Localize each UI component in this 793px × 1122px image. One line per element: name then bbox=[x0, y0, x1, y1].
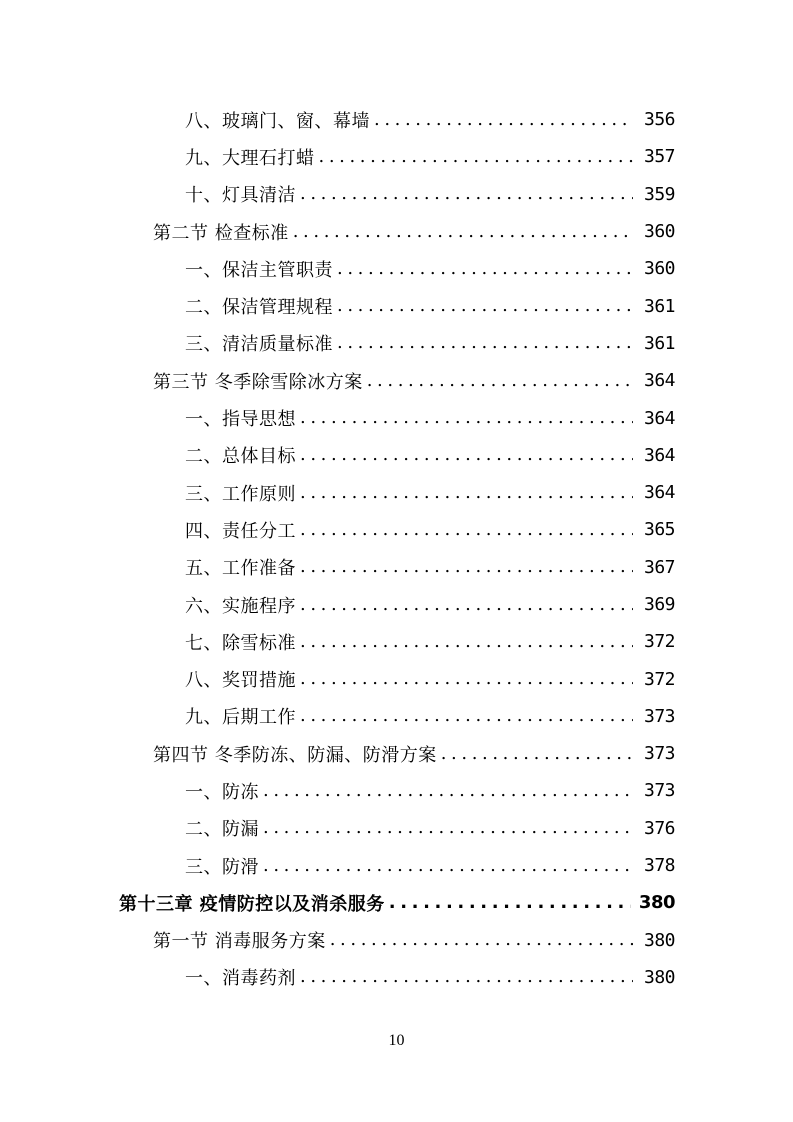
toc-entry-item[interactable] bbox=[0, 176, 793, 213]
toc-entry-title: 第三节 冬季除雪除冰方案 bbox=[153, 371, 363, 393]
toc-entry-item[interactable] bbox=[0, 101, 793, 138]
toc-entry-title: 一、保洁主管职责 bbox=[185, 259, 333, 281]
toc-entry-page: 369 bbox=[643, 594, 675, 615]
toc-entry-section[interactable] bbox=[0, 922, 793, 959]
toc-entry-page: 361 bbox=[643, 332, 675, 354]
toc-leader-dots bbox=[263, 857, 633, 875]
toc-entry-page: 357 bbox=[643, 146, 675, 168]
toc-entry-title: 八、玻璃门、窗、幕墙 bbox=[185, 110, 370, 132]
toc-entry-title: 二、防漏 bbox=[185, 819, 259, 841]
toc-leader-dots bbox=[337, 334, 633, 352]
toc-leader-dots bbox=[337, 260, 633, 278]
toc-entry-item[interactable] bbox=[0, 474, 793, 511]
toc-leader-dots bbox=[263, 819, 633, 837]
toc-entry-section[interactable] bbox=[0, 735, 793, 772]
toc-entry-page: 372 bbox=[643, 631, 675, 653]
toc-entry-page: 364 bbox=[643, 370, 675, 392]
toc-leader-dots bbox=[263, 782, 633, 800]
toc-entry-item[interactable] bbox=[0, 698, 793, 735]
toc-entry-item[interactable] bbox=[0, 250, 793, 287]
toc-entry-item[interactable] bbox=[0, 287, 793, 324]
toc-leader-dots bbox=[293, 223, 633, 241]
toc-entry-page: 360 bbox=[643, 258, 675, 280]
toc-entry-title: 一、防冻 bbox=[185, 781, 259, 803]
toc-entry-title: 第二节 检查标准 bbox=[153, 222, 289, 244]
toc-entry-item[interactable] bbox=[0, 511, 793, 548]
table-of-contents bbox=[0, 101, 793, 996]
toc-entry-page: 380 bbox=[643, 929, 675, 951]
toc-leader-dots bbox=[300, 633, 633, 651]
toc-entry-item[interactable] bbox=[0, 399, 793, 436]
toc-entry-page: 364 bbox=[643, 407, 675, 429]
toc-leader-dots bbox=[330, 931, 633, 949]
toc-leader-dots bbox=[300, 968, 633, 986]
toc-entry-item[interactable] bbox=[0, 810, 793, 847]
toc-entry-item[interactable] bbox=[0, 623, 793, 660]
toc-entry-item[interactable] bbox=[0, 549, 793, 586]
toc-entry-page: 378 bbox=[643, 855, 675, 877]
toc-entry-page: 367 bbox=[643, 556, 675, 578]
toc-entry-title: 八、奖罚措施 bbox=[185, 670, 296, 692]
toc-entry-title: 一、消毒药剂 bbox=[185, 968, 296, 990]
toc-entry-title: 三、工作原则 bbox=[185, 483, 296, 505]
toc-entry-page: 359 bbox=[643, 183, 675, 205]
toc-entry-page: 364 bbox=[643, 482, 675, 504]
toc-leader-dots bbox=[367, 372, 633, 390]
toc-entry-page: 373 bbox=[643, 780, 675, 802]
toc-entry-title: 第十三章 疫情防控以及消杀服务 bbox=[119, 893, 385, 915]
toc-entry-title: 三、防滑 bbox=[185, 856, 259, 878]
toc-leader-dots bbox=[300, 521, 633, 539]
toc-entry-title: 第一节 消毒服务方案 bbox=[153, 931, 326, 953]
toc-entry-chapter[interactable] bbox=[0, 884, 793, 921]
toc-leader-dots bbox=[300, 185, 633, 203]
toc-leader-dots bbox=[300, 446, 633, 464]
toc-entry-item[interactable] bbox=[0, 586, 793, 623]
toc-entry-item[interactable] bbox=[0, 437, 793, 474]
toc-entry-title: 九、大理石打蜡 bbox=[185, 147, 315, 169]
page-number: 10 bbox=[388, 1032, 405, 1049]
toc-leader-dots bbox=[300, 670, 633, 688]
toc-entry-page: 364 bbox=[643, 444, 675, 466]
toc-entry-title: 六、实施程序 bbox=[185, 595, 296, 617]
toc-entry-page: 361 bbox=[643, 295, 675, 317]
toc-entry-item[interactable] bbox=[0, 325, 793, 362]
toc-leader-dots bbox=[300, 558, 633, 576]
toc-entry-section[interactable] bbox=[0, 362, 793, 399]
toc-leader-dots bbox=[441, 745, 633, 763]
toc-entry-item[interactable] bbox=[0, 959, 793, 996]
toc-leader-dots bbox=[300, 409, 633, 427]
toc-leader-dots bbox=[300, 484, 633, 502]
toc-entry-page: 356 bbox=[643, 109, 675, 131]
toc-entry-item[interactable] bbox=[0, 772, 793, 809]
toc-leader-dots bbox=[389, 894, 631, 912]
toc-entry-page: 360 bbox=[643, 221, 675, 243]
toc-entry-item[interactable] bbox=[0, 138, 793, 175]
toc-entry-title: 三、清洁质量标准 bbox=[185, 334, 333, 356]
toc-entry-page: 380 bbox=[643, 966, 675, 988]
toc-entry-page: 380 bbox=[638, 892, 675, 914]
toc-leader-dots bbox=[337, 297, 633, 315]
toc-entry-title: 十、灯具清洁 bbox=[185, 185, 296, 207]
toc-leader-dots bbox=[319, 148, 634, 166]
toc-entry-title: 第四节 冬季防冻、防漏、防滑方案 bbox=[153, 744, 437, 766]
toc-leader-dots bbox=[300, 707, 633, 725]
toc-entry-title: 五、工作准备 bbox=[185, 558, 296, 580]
toc-leader-dots bbox=[300, 596, 633, 614]
toc-entry-page: 372 bbox=[643, 668, 675, 690]
toc-entry-page: 373 bbox=[643, 743, 675, 765]
toc-entry-title: 九、后期工作 bbox=[185, 707, 296, 729]
toc-entry-title: 一、指导思想 bbox=[185, 409, 296, 431]
toc-leader-dots bbox=[374, 111, 633, 129]
toc-entry-title: 四、责任分工 bbox=[185, 520, 296, 542]
toc-entry-page: 376 bbox=[643, 817, 675, 839]
toc-entry-page: 373 bbox=[643, 705, 675, 727]
toc-entry-title: 七、除雪标准 bbox=[185, 632, 296, 654]
toc-entry-item[interactable] bbox=[0, 847, 793, 884]
toc-entry-section[interactable] bbox=[0, 213, 793, 250]
toc-entry-title: 二、总体目标 bbox=[185, 446, 296, 468]
toc-entry-page: 365 bbox=[643, 519, 675, 541]
toc-entry-item[interactable] bbox=[0, 660, 793, 697]
toc-entry-title: 二、保洁管理规程 bbox=[185, 297, 333, 319]
